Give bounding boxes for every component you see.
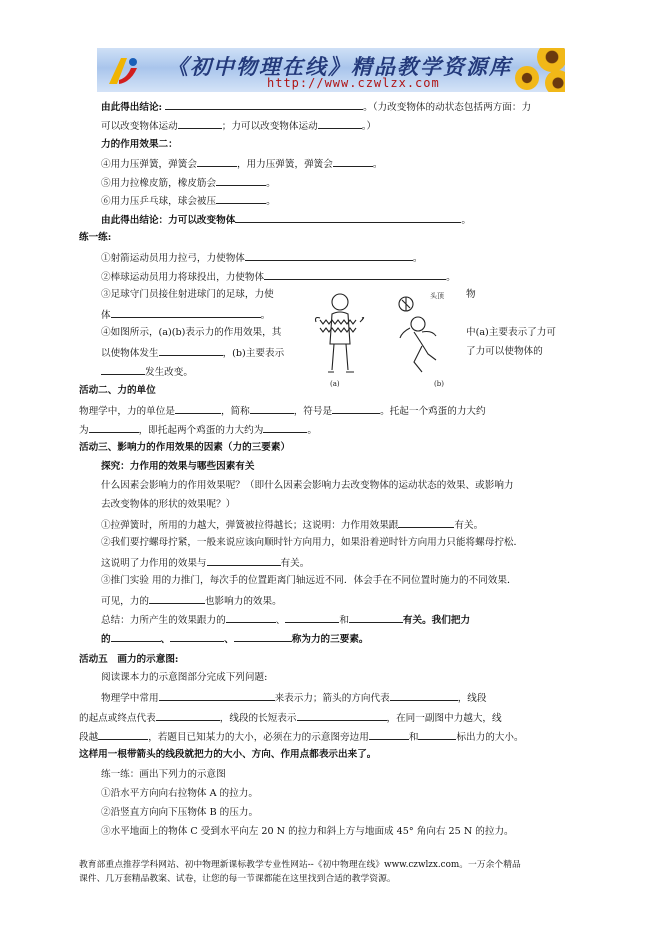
footer-line-2: 课件、几万套精品教案、试卷，让您的每一节课都能在这里找到合适的教学资源。 (79, 874, 396, 884)
answer-blank[interactable] (263, 422, 307, 433)
answer-blank[interactable] (170, 631, 224, 642)
text: 。 (372, 159, 383, 170)
text: 。 (412, 253, 423, 264)
text: ，在同一副图中力越大，线 (386, 713, 502, 724)
answer-blank[interactable] (297, 710, 387, 721)
answer-blank[interactable] (165, 99, 363, 110)
header-ball-figure (399, 297, 436, 372)
text: ，线段的长短表示 (219, 713, 297, 724)
text: ②棒球运动员用力将球投出，力使物体 (101, 272, 265, 283)
answer-blank[interactable] (149, 593, 205, 604)
text: 和 (408, 732, 419, 743)
text: 。 (266, 178, 276, 189)
answer-blank[interactable] (245, 250, 413, 261)
banner-url[interactable]: http://www.czwlzx.com (267, 76, 440, 90)
answer-blank[interactable] (226, 612, 276, 623)
text: 体 (101, 310, 111, 321)
sunflower-icon (515, 66, 539, 90)
text: ①沿水平方向向右拉物体 A 的拉力。 (101, 788, 258, 799)
answer-blank[interactable] (349, 612, 403, 623)
text: ①射箭运动员用力拉弓，力使物体 (101, 253, 245, 264)
text: 。 (260, 310, 271, 321)
text: 、 (275, 615, 286, 626)
text: 什么因素会影响力的作用效果呢？（即什么因素会影响力去改变物体的运动状态的效果、或影响力 (101, 480, 514, 491)
section-heading: 活动五 画力的示意图: (79, 654, 179, 665)
text: 去改变物体的形状的效果呢？） (101, 499, 236, 510)
text: 段越 (79, 732, 99, 743)
text: 中(a)主要表示了力可 (466, 327, 556, 338)
text: 发生改变。 (145, 367, 193, 378)
answer-blank[interactable] (98, 729, 148, 740)
text: 。托起一个鸡蛋的力大约 (380, 406, 486, 417)
text: 为 (79, 425, 89, 436)
text: ⑥用力压乒乓球，球会被压 (101, 196, 217, 207)
answer-blank[interactable] (216, 175, 266, 186)
text: 有关。我们把力 (402, 615, 471, 626)
text: 。） (361, 121, 377, 132)
text: 物 (466, 289, 476, 300)
answer-blank[interactable] (285, 612, 339, 623)
text: ②我们要拧螺母拧紧，一般来说应该向顺时针方向用力，如果沿着逆时针方向用力只能将螺母拧松． (101, 537, 524, 548)
section-heading: 练一练: (79, 232, 112, 243)
fig-label-b: (b) (434, 380, 444, 388)
answer-blank[interactable] (264, 269, 446, 280)
text: ，线段 (457, 693, 487, 704)
answer-blank[interactable] (207, 555, 281, 566)
text: 这说明了力作用的效果与 (101, 558, 207, 569)
answer-blank[interactable] (332, 403, 380, 414)
text: ；力可以改变物体运动 (221, 121, 318, 132)
fig-label-head: 头顶 (430, 292, 444, 300)
text: ①拉弹簧时，所用的力越大，弹簧被拉得越长；这说明：力作用效果跟 (101, 520, 399, 531)
text: ，简称 (220, 406, 250, 417)
section-heading: 活动三、影响力的作用效果的因素（力的三要素） (79, 442, 291, 453)
text: 物理学中，力的单位是 (79, 406, 175, 417)
site-logo-icon (105, 54, 141, 88)
answer-blank[interactable] (175, 403, 221, 414)
text: ③水平地面上的物体 C 受到水平向左 20 N 的拉力和斜上方与地面成 45° 角向右 25 N 的拉力。 (101, 826, 514, 837)
header-banner (97, 48, 565, 92)
answer-blank[interactable] (159, 690, 275, 701)
sunflower-icon (537, 48, 565, 72)
text: 可见，力的 (101, 596, 149, 607)
answer-blank[interactable] (197, 156, 237, 167)
answer-blank[interactable] (318, 118, 362, 129)
text: 有关。 (280, 558, 310, 569)
answer-blank[interactable] (398, 517, 454, 528)
bold-statement: 这样用一根带箭头的线段就把力的大小、方向、作用点都表示出来了。 (79, 749, 377, 760)
text: 阅读课本力的示意图部分完成下列问题: (101, 672, 268, 683)
sunflower-icon (545, 70, 565, 92)
answer-blank[interactable] (89, 422, 139, 433)
answer-blank[interactable] (178, 118, 222, 129)
conclusion-label: 由此得出结论：力可以改变物体 (101, 215, 236, 226)
text: 。 (307, 425, 317, 436)
text: 来表示力；箭头的方向代表 (274, 693, 390, 704)
text: 以使物体发生 (101, 348, 159, 359)
conclusion-label: 由此得出结论: (101, 102, 163, 113)
banner-title: 《初中物理在线》精品教学资源库 (167, 54, 512, 79)
text: 。（力改变物体的动状态包括两方面：力 (363, 102, 532, 113)
text: 。 (446, 272, 456, 283)
text: ④用力压弹簧，弹簧会 (101, 159, 197, 170)
text: 、 (160, 634, 171, 645)
answer-blank[interactable] (235, 212, 461, 223)
text: ，用力压弹簧，弹簧会 (236, 159, 333, 170)
text: 总结：力所产生的效果跟力的 (101, 615, 226, 626)
text: ③足球守门员接住射进球门的足球，力使 (101, 289, 274, 300)
text: 的 (101, 634, 111, 645)
text: ，符号是 (293, 406, 333, 417)
text: 。 (461, 215, 471, 226)
footer-line-1: 教育部重点推荐学科网站、初中物理新课标教学专业性网站--《初中物理在线》www.czwlzx.com。一万余个精品 (79, 860, 521, 870)
answer-blank[interactable] (418, 729, 456, 740)
fig-label-a: (a) (330, 380, 340, 388)
text: ⑤用力拉橡皮筋，橡皮筋会 (101, 178, 217, 189)
text: 标出力的大小。 (456, 732, 524, 743)
text: 。 (266, 196, 276, 207)
text: 的起点或终点代表 (79, 713, 156, 724)
answer-blank[interactable] (250, 403, 294, 414)
spring-stretch-figure (316, 294, 364, 372)
text: 也影响力的效果。 (204, 596, 282, 607)
text: 物理学中常用 (101, 693, 159, 704)
text: ③推门实验 用的力推门，每次手的位置距离门轴远近不同．体会手在不同位置时施力的不同效果． (101, 575, 517, 586)
text: 、 (224, 634, 234, 645)
section-heading: 力的作用效果二： (101, 139, 178, 150)
answer-blank[interactable] (333, 156, 373, 167)
answer-blank[interactable] (390, 690, 458, 701)
answer-blank[interactable] (156, 710, 220, 721)
text: 练一练：画出下列力的示意图 (101, 769, 226, 780)
answer-blank[interactable] (101, 364, 145, 375)
answer-blank[interactable] (111, 631, 161, 642)
text: 可以改变物体运动 (101, 121, 178, 132)
section-heading: 活动二、力的单位 (79, 385, 156, 396)
text: ，(b)主要表示 (222, 348, 285, 359)
subheading: 探究：力作用的效果与哪些因素有关 (101, 461, 255, 472)
text: 有关。 (454, 520, 484, 531)
answer-blank[interactable] (216, 193, 266, 204)
text: ，若题目已知某力的大小，必须在力的示意图旁边用 (148, 732, 369, 743)
text: ，即托起两个鸡蛋的力大约为 (138, 425, 264, 436)
text: 了力可以使物体的 (466, 346, 543, 357)
answer-blank[interactable] (159, 345, 223, 356)
force-effect-figure (310, 288, 460, 388)
text: 和 (339, 615, 349, 626)
answer-blank[interactable] (111, 307, 261, 318)
text: 称为力的三要素。 (291, 634, 369, 645)
answer-blank[interactable] (369, 729, 409, 740)
answer-blank[interactable] (234, 631, 292, 642)
text: ②沿竖直方向向下压物体 B 的压力。 (101, 807, 259, 818)
text: ④如图所示，(a)(b)表示力的作用效果，其 (101, 327, 282, 338)
